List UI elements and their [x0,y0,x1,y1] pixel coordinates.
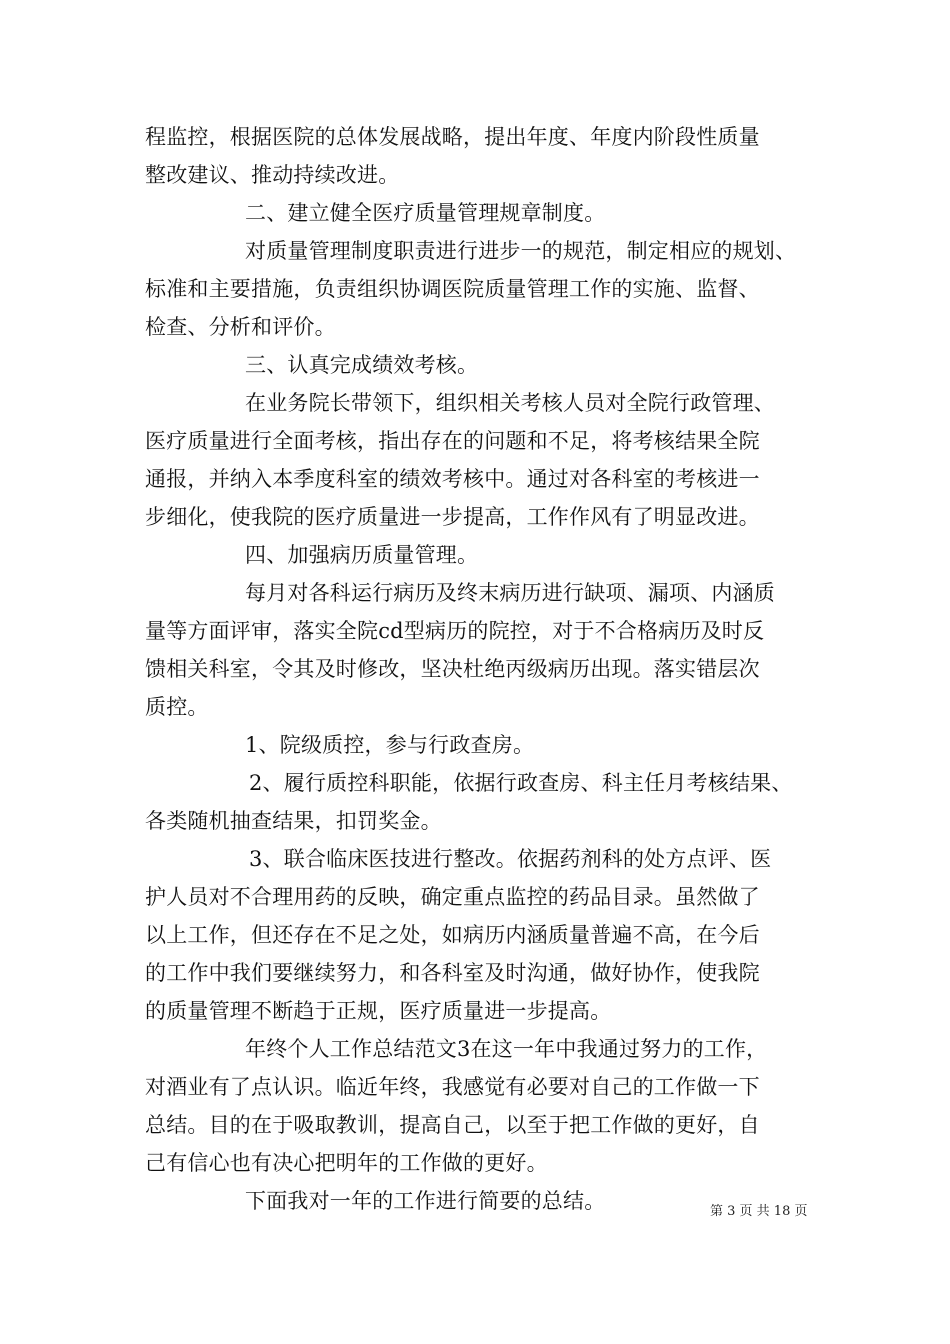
body-line: 对酒业有了点认识。临近年终，我感觉有必要对自己的工作做一下 [145,1075,760,1099]
body-line: 整改建议、推动持续改进。 [145,163,400,187]
body-line: 总结。目的在于吸取教训，提高自己，以至于把工作做的更好，自 [145,1113,760,1137]
section-heading: 四、加强病历质量管理。 [245,543,479,567]
section-heading: 二、建立健全医疗质量管理规章制度。 [245,201,606,225]
body-line: 护人员对不合理用药的反映，确定重点监控的药品目录。虽然做了 [145,885,760,909]
body-line: 程监控，根据医院的总体发展战略，提出年度、年度内阶段性质量 [145,125,760,149]
body-line: 年终个人工作总结范文3在这一年中我通过努力的工作， [245,1037,768,1061]
body-line: 的工作中我们要继续努力，和各科室及时沟通，做好协作，使我院 [145,961,760,985]
body-line: 己有信心也有决心把明年的工作做的更好。 [145,1151,548,1175]
body-line: 标准和主要措施，负责组织协调医院质量管理工作的实施、监督、 [145,277,760,301]
list-item: 3、联合临床医技进行整改。依据药剂科的处方点评、医 [249,847,772,871]
body-line: 每月对各科运行病历及终末病历进行缺项、漏项、内涵质 [245,581,775,605]
body-line: 通报，并纳入本季度科室的绩效考核中。通过对各科室的考核进一 [145,467,760,491]
document-body [145,118,830,1220]
body-line: 对质量管理制度职责进行进步一的规范，制定相应的规划、 [245,239,797,263]
body-line: 馈相关科室，令其及时修改，坚决杜绝丙级病历出现。落实错层次 [145,657,760,681]
body-line: 以上工作，但还存在不足之处，如病历内涵质量普遍不高，在今后 [145,923,760,947]
body-line: 的质量管理不断趋于正规，医疗质量进一步提高。 [145,999,612,1023]
body-line: 量等方面评审，落实全院cd型病历的院控，对于不合格病历及时反 [145,619,765,643]
body-line: 在业务院长带领下，组织相关考核人员对全院行政管理、 [245,391,775,415]
list-item: 1、院级质控，参与行政查房。 [245,733,535,757]
body-line: 医疗质量进行全面考核，指出存在的问题和不足，将考核结果全院 [145,429,760,453]
body-line: 各类随机抽查结果，扣罚奖金。 [145,809,442,833]
body-line: 步细化，使我院的医疗质量进一步提高，工作作风有了明显改进。 [145,505,760,529]
body-line: 下面我对一年的工作进行简要的总结。 [245,1189,606,1213]
body-line: 质控。 [145,695,209,719]
list-item: 2、履行质控科职能，依据行政查房、科主任月考核结果、 [249,771,793,795]
page-number: 第 3 页 共 18 页 [710,1204,808,1219]
section-heading: 三、认真完成绩效考核。 [245,353,479,377]
body-line: 检查、分析和评价。 [145,315,336,339]
